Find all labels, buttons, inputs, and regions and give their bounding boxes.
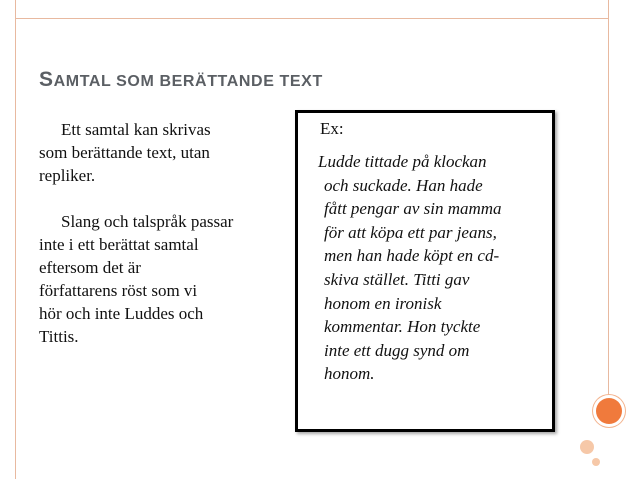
para2-line4: författarens röst som vi: [39, 281, 198, 300]
example-label: Ex:: [320, 119, 344, 138]
title-first-letter: S: [39, 68, 54, 91]
para2-line5: hör och inte Luddes och: [39, 304, 204, 323]
para1-line2: som berättande text, utan: [39, 143, 210, 162]
paragraph-2: [39, 210, 289, 348]
decorative-circle-medium: [580, 440, 594, 454]
quote-line: honom en ironisk: [324, 293, 442, 313]
quote-line: inte ett dugg synd om: [324, 340, 470, 360]
title-rest: AMTAL SOM BERÄTTANDE TEXT: [53, 73, 323, 90]
quote-line: skiva stället. Titti gav: [324, 269, 470, 289]
quote-line: för att köpa ett par jeans,: [324, 222, 497, 242]
example-quote: [318, 150, 550, 386]
quote-line: och suckade. Han hade: [324, 175, 483, 195]
quote-line: honom.: [324, 364, 375, 384]
para1-line3: repliker.: [39, 166, 96, 185]
frame-line-left: [15, 0, 16, 479]
slide-title: [39, 68, 323, 92]
frame-line-right: [608, 0, 609, 405]
quote-line: men han hade köpt en cd-: [324, 246, 500, 266]
quote-line: Ludde tittade på klockan: [318, 152, 487, 171]
decorative-circle-small: [592, 458, 600, 466]
paragraph-1: [39, 118, 289, 187]
left-text-column: [39, 118, 289, 348]
para2-line6: Tittis.: [39, 327, 79, 346]
para1-line1: Ett samtal kan skrivas: [61, 120, 211, 139]
para2-line2: inte i ett berättat samtal: [39, 235, 199, 254]
para2-line1: Slang och talspråk passar: [61, 212, 234, 231]
quote-line: fått pengar av sin mamma: [324, 199, 502, 219]
para2-line3: eftersom det är: [39, 258, 141, 277]
quote-line: kommentar. Hon tyckte: [324, 317, 481, 337]
decorative-circle-large: [596, 398, 622, 424]
frame-line-top: [15, 18, 608, 19]
